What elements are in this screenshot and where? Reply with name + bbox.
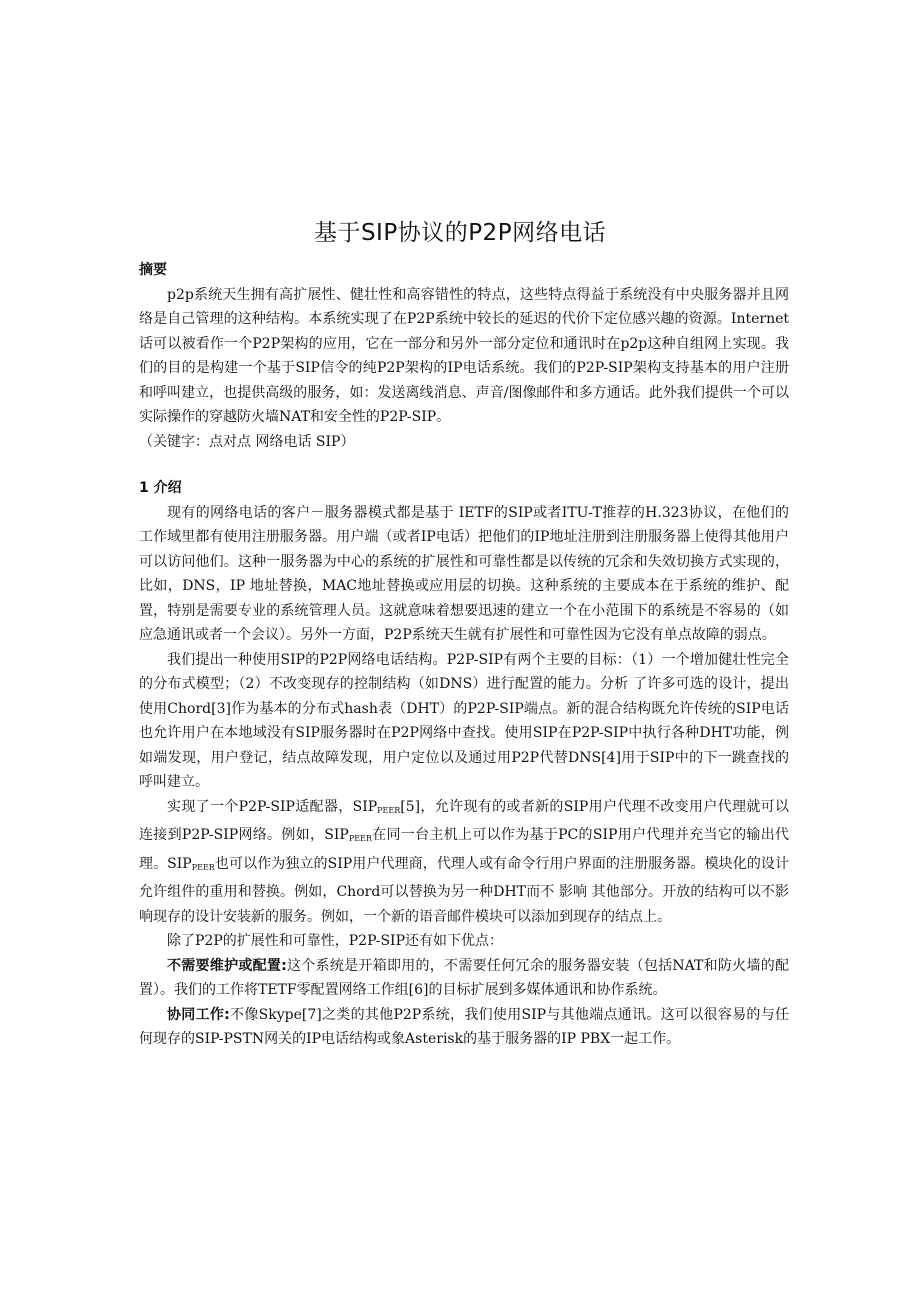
peer-subscript: PEER	[191, 862, 215, 872]
abstract-paragraph: p2p系统天生拥有高扩展性、健壮性和高容错性的特点，这些特点得益于系统没有中央服务器并且网络是自己管理的这种结构。本系统实现了在P2P系统中较长的延迟的代价下定位感兴趣的资源。Internet 话可以被看作一个P2P架构的应用，它在一部分和另外一部分定位和通讯时在p2p这种自组网上实现。我们的目的是构建一个基于SIP信令的纯P2P架构的IP电话系统。我们的P2P-SIP架构支持基本的用户注册和呼叫建立，也提供高级的服务，如：发送离线消息、声音/图像邮件和多方通话。此外我们提供一个可以实际操作的穿越防火墙NAT和安全性的P2P-SIP。	[139, 286, 789, 425]
intro-paragraph-2: 我们提出一种使用SIP的P2P网络电话结构。P2P-SIP有两个主要的目标：（1）一个增加健壮性完全的分布式模型；（2）不改变现存的控制结构（如DNS）进行配置的能力。分析 了许多可选的设计，提出使用Chord[3]作为基本的分布式hash表（DHT）的P2P-SIP端点。新的混合结构既允许传统的SIP电话也允许用户在本地域没有SIP服务器时在P2P网络中查找。使用SIP在P2P-SIP中执行各种DHT功能，例如端发现，用户登记，结点故障发现，用户定位以及通过用P2P代替DNS[4]用于SIP中的下一跳查找的呼叫建立。	[139, 651, 789, 790]
keywords-line: （关键字：点对点 网络电话 SIP）	[139, 433, 355, 450]
peer-subscript: PEER	[377, 805, 401, 815]
document-title: 基于SIP协议的P2P网络电话	[313, 220, 607, 246]
section-gap	[139, 454, 789, 476]
p3-text-d: 也可以作为独立的SIP用户代理商，代理人或有命令行用户界面的注册服务器。模块化的设计允许组件的重用和替换。例如，Chord可以替换为另一种DHT而不 影响 其他部分。开放的结构可以不影响现存的设计安装新的服务。例如，一个新的语音邮件模块可以添加到现存的结点上。	[139, 855, 789, 925]
section-heading-intro: 1 介绍	[139, 480, 182, 496]
document-body	[139, 258, 789, 1052]
intro-paragraph-5	[139, 954, 789, 1003]
intro-paragraph-1: 现有的网络电话的客户－服务器模式都是基于 IETF的SIP或者ITU-T推荐的H.323协议，在他们的工作域里都有使用注册服务器。用户端（或者IP电话）把他们的IP地址注册到注册服务器上使得其他用户可以访问他们。这种一服务器为中心的系统的扩展性和可靠性都是以传统的冗余和失效切换方式实现的，比如，DNS，IP 地址替换，MAC地址替换或应用层的切换。这种系统的主要成本在于系统的维护、配置，特别是需要专业的系统管理人员。这就意味着想要迅速的建立一个在小范围下的系统是不容易的（如 应急通讯或者一个会议）。另外一方面，P2P系统天生就有扩展性和可靠性因为它没有单点故障的弱点。	[139, 504, 789, 643]
intro-paragraph-3	[139, 795, 789, 930]
p3-text-c: 在同一台主机上可以作为基于PC的SIP用户代理并充当它的输出代理。SIP	[139, 827, 790, 872]
lead-term-no-maintenance: 不需要维护或配置:	[167, 957, 287, 974]
intro-paragraph-4: 除了P2P的扩展性和可靠性，P2P-SIP还有如下优点：	[167, 933, 503, 949]
p3-text-b: [5]，允许现有的或者新的SIP用户代理不改变用户代理就可以连接到P2P-SIP网络。例如，SIP	[139, 798, 790, 843]
p6-text: 不像Skype[7]之类的其他P2P系统，我们使用SIP与其他端点通讯。这可以很容易的与任何现存的SIP-PSTN网关的IP电话结构或象Asterisk的基于服务器的IP PBX一起工作。	[139, 1006, 789, 1047]
p5-text: 这个系统是开箱即用的，不需要任何冗余的服务器安装（包括NAT和防火墙的配置）。我们的工作将TETF零配置网络工作组[6]的目标扩展到多媒体通讯和协作系统。	[139, 957, 789, 998]
lead-term-interoperability: 协同工作:	[167, 1006, 230, 1023]
intro-paragraph-6	[139, 1003, 789, 1052]
p3-text-a: 实现了一个P2P-SIP适配器，SIP	[167, 798, 378, 815]
peer-subscript: PEER	[348, 834, 372, 843]
abstract-heading: 摘要	[139, 262, 167, 278]
